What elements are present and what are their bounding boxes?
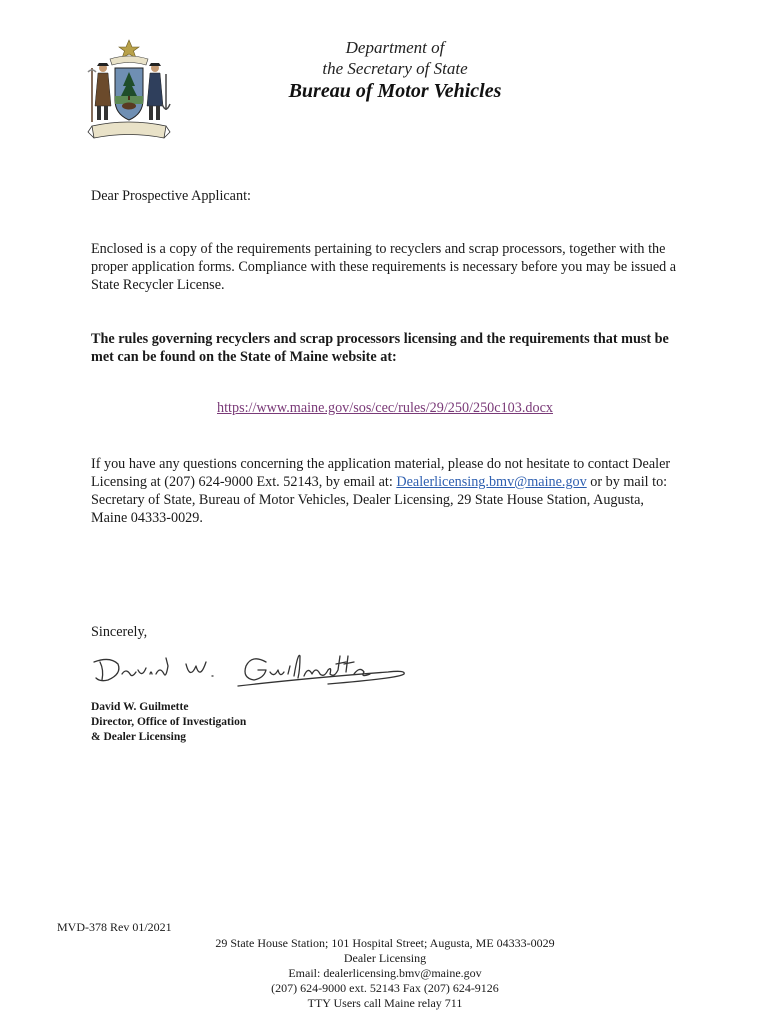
signer-name: David W. Guilmette — [91, 701, 189, 713]
intro-paragraph: Enclosed is a copy of the requirements pertaining to recyclers and scrap processors, together with the proper application forms. Compliance with these requirements is necessary before you may be issued a State Recycler License. — [91, 241, 677, 293]
handwritten-signature — [88, 648, 410, 694]
footer-phone: (207) 624-9000 ext. 52143 Fax (207) 624-9126 — [271, 981, 499, 995]
contact-text-2: or by mail to: Secretary of State, Bureau of Motor Vehicles, Dealer Licensing, 29 State House Station, Augusta, Maine 04333-0029. — [91, 474, 668, 526]
footer-address: 29 State House Station; 101 Hospital Street; Augusta, ME 04333-0029 — [215, 936, 555, 950]
rules-link-line — [0, 400, 770, 417]
closing: Sincerely, — [91, 624, 148, 640]
signer-title-1: Director, Office of Investigation — [91, 716, 247, 728]
signer-block — [91, 700, 246, 745]
form-number: MVD-378 Rev 01/2021 — [57, 920, 172, 934]
rules-paragraph: The rules governing recyclers and scrap processors licensing and the requirements that must be met can be found on the State of Maine website at: — [91, 331, 669, 365]
salutation: Dear Prospective Applicant: — [91, 188, 251, 204]
footer — [0, 936, 770, 1011]
footer-email: Email: dealerlicensing.bmv@maine.gov — [288, 966, 482, 980]
department-line-2: the Secretary of State — [322, 59, 468, 78]
rules-link[interactable]: https://www.maine.gov/sos/cec/rules/29/250/250c103.docx — [217, 400, 553, 416]
footer-unit: Dealer Licensing — [343, 951, 427, 965]
contact-email-link[interactable]: Dealerlicensing.bmv@maine.gov — [396, 474, 587, 490]
footer-tty: TTY Users call Maine relay 711 — [307, 996, 463, 1010]
maine-state-seal-icon — [86, 38, 172, 142]
contact-paragraph — [91, 455, 681, 527]
department-line-1: Department of — [345, 38, 445, 57]
contact-text-1: If you have any questions concerning the application material, please do not hesitate to contact Dealer Licensing at (207) 624-9000 Ext. 52143, by email at: — [91, 456, 671, 490]
bureau-title: Bureau of Motor Vehicles — [288, 80, 502, 102]
signer-title-2: & Dealer Licensing — [91, 731, 186, 743]
